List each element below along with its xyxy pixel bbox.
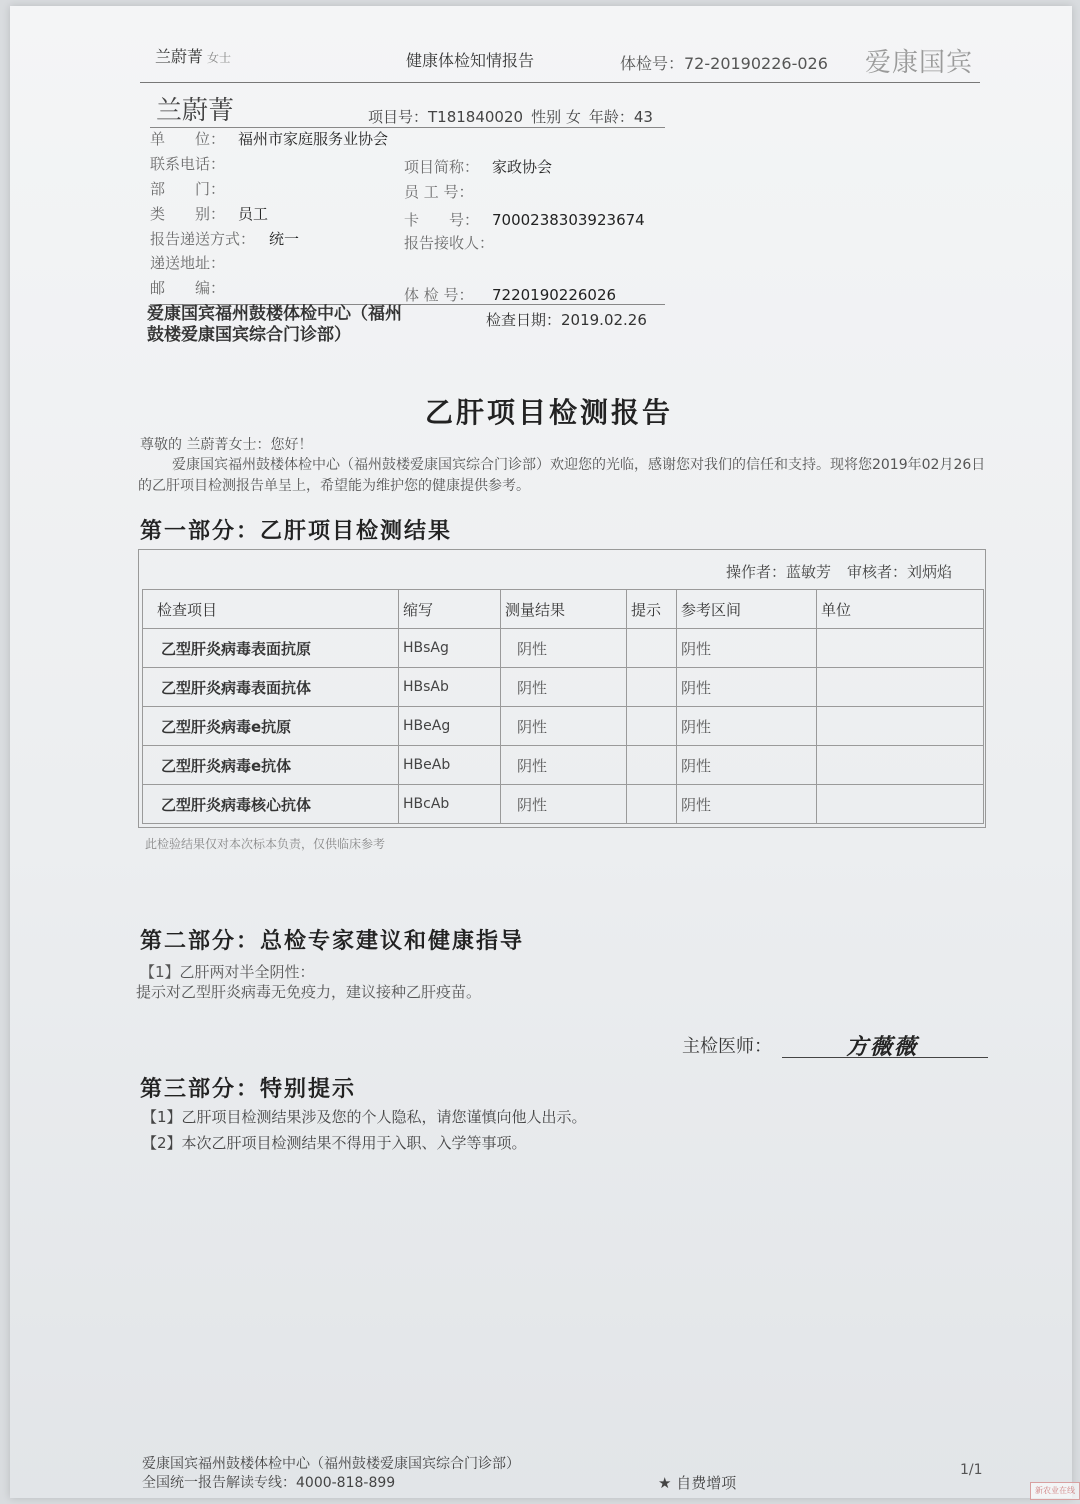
row-result: 阴性 xyxy=(501,629,627,668)
gender: 性别 女 xyxy=(531,108,581,126)
table-row xyxy=(143,707,984,746)
field-phone: 联系电话： xyxy=(150,155,226,173)
report-paper xyxy=(10,6,1075,1498)
results-table xyxy=(142,589,984,824)
advice-line-2: 提示对乙型肝炎病毒无免疫力，建议接种乙肝疫苗。 xyxy=(136,983,482,1001)
project-no: 项目号：T181840020 xyxy=(368,108,524,126)
field-card-no: 卡 号： 7000238303923674 xyxy=(404,211,645,229)
doctor-label: 主检医师： xyxy=(682,1036,772,1057)
section1-title: 第一部分：乙肝项目检测结果 xyxy=(140,519,453,544)
row-unit xyxy=(817,668,984,707)
row-ref: 阴性 xyxy=(677,629,817,668)
row-hint xyxy=(627,668,677,707)
signature-line xyxy=(782,1057,988,1058)
header-divider xyxy=(140,82,980,83)
doctor-signature: 方薇薇 xyxy=(846,1035,919,1060)
header-patient-name: 兰蔚菁 女士 xyxy=(155,47,232,66)
row-hint xyxy=(627,629,677,668)
field-dept: 部 门： xyxy=(150,180,226,198)
exam-date: 检查日期：2019.02.26 xyxy=(486,311,647,329)
footer-center: 爱康国宾福州鼓楼体检中心（福州鼓楼爱康国宾综合门诊部） xyxy=(142,1456,520,1472)
col-hint: 提示 xyxy=(627,590,677,629)
self-pay-marker: ★ 自费增项 xyxy=(658,1474,737,1492)
row-unit xyxy=(817,746,984,785)
field-receiver: 报告接收人： xyxy=(404,234,495,252)
field-category: 类 别： 员工 xyxy=(150,205,269,223)
table-header-row xyxy=(143,590,984,629)
col-result: 测量结果 xyxy=(501,590,627,629)
center-name: 爱康国宾福州鼓楼体检中心（福州鼓楼爱康国宾综合门诊部） xyxy=(147,304,402,345)
row-item: 乙型肝炎病毒核心抗体 xyxy=(143,785,399,824)
watermark-stamp: 新农业在线 xyxy=(1030,1482,1080,1500)
row-abbr: HBsAg xyxy=(399,629,501,668)
field-exam-no: 体 检 号： 7220190226026 xyxy=(404,286,617,304)
results-note: 此检验结果仅对本次标本负责，仅供临床参考 xyxy=(145,837,386,851)
field-address: 递送地址： xyxy=(150,254,226,272)
row-ref: 阴性 xyxy=(677,668,817,707)
row-hint xyxy=(627,785,677,824)
row-hint xyxy=(627,707,677,746)
field-project-abbr: 项目简称： 家政协会 xyxy=(404,158,553,176)
col-abbr: 缩写 xyxy=(399,590,501,629)
row-result: 阴性 xyxy=(501,746,627,785)
row-abbr: HBcAb xyxy=(399,785,501,824)
special-note-2: 【2】本次乙肝项目检测结果不得用于入职、入学等事项。 xyxy=(142,1134,527,1152)
col-unit: 单位 xyxy=(817,590,984,629)
col-ref: 参考区间 xyxy=(677,590,817,629)
row-ref: 阴性 xyxy=(677,785,817,824)
greeting: 尊敬的 兰蔚菁女士：您好！ xyxy=(140,437,313,453)
row-abbr: HBsAb xyxy=(399,668,501,707)
row-result: 阴性 xyxy=(501,668,627,707)
age: 年龄：43 xyxy=(588,108,653,126)
reviewer: 审核者：刘炳焰 xyxy=(847,563,953,581)
field-postcode: 邮 编： xyxy=(150,279,226,297)
table-row xyxy=(143,629,984,668)
special-note-1: 【1】乙肝项目检测结果涉及您的个人隐私，请您谨慎向他人出示。 xyxy=(142,1108,587,1126)
header-exam-no: 体检号：72-20190226-026 xyxy=(620,54,828,73)
page-number: 1/1 xyxy=(960,1462,983,1478)
row-ref: 阴性 xyxy=(677,746,817,785)
operators xyxy=(710,561,952,582)
section2-title: 第二部分：总检专家建议和健康指导 xyxy=(140,929,525,954)
footer-hotline: 全国统一报告解读专线：4000-818-899 xyxy=(142,1475,396,1491)
col-item: 检查项目 xyxy=(143,590,399,629)
row-unit xyxy=(817,785,984,824)
row-item: 乙型肝炎病毒表面抗体 xyxy=(143,668,399,707)
row-result: 阴性 xyxy=(501,785,627,824)
row-unit xyxy=(817,629,984,668)
report-title: 乙肝项目检测报告 xyxy=(425,396,674,429)
table-row xyxy=(143,668,984,707)
table-row xyxy=(143,785,984,824)
operator: 操作者：蓝敏芳 xyxy=(726,563,832,581)
brand-logo-text: 爱康国宾 xyxy=(865,48,974,78)
header-name-suffix: 女士 xyxy=(207,51,232,65)
field-employee-no: 员 工 号： xyxy=(404,183,474,201)
intro-paragraph: 爱康国宾福州鼓楼体检中心（福州鼓楼爱康国宾综合门诊部）欢迎您的光临，感谢您对我们的信任和支持。现将您2019年02月26日的乙肝项目检测报告单呈上，希望能为维护您的健康提供参考。 xyxy=(138,457,986,494)
row-hint xyxy=(627,746,677,785)
row-item: 乙型肝炎病毒e抗体 xyxy=(143,746,399,785)
field-delivery: 报告递送方式： 统一 xyxy=(150,230,300,248)
field-unit: 单 位： 福州市家庭服务业协会 xyxy=(150,130,389,148)
row-abbr: HBeAb xyxy=(399,746,501,785)
table-row xyxy=(143,746,984,785)
row-item: 乙型肝炎病毒表面抗原 xyxy=(143,629,399,668)
row-result: 阴性 xyxy=(501,707,627,746)
section3-title: 第三部分：特别提示 xyxy=(140,1077,357,1102)
patient-name: 兰蔚菁 xyxy=(156,96,235,126)
patient-meta xyxy=(368,106,661,127)
row-item: 乙型肝炎病毒e抗原 xyxy=(143,707,399,746)
advice-line-1: 【1】乙肝两对半全阴性： xyxy=(140,963,315,981)
row-abbr: HBeAg xyxy=(399,707,501,746)
row-unit xyxy=(817,707,984,746)
row-ref: 阴性 xyxy=(677,707,817,746)
header-title: 健康体检知情报告 xyxy=(406,51,535,70)
